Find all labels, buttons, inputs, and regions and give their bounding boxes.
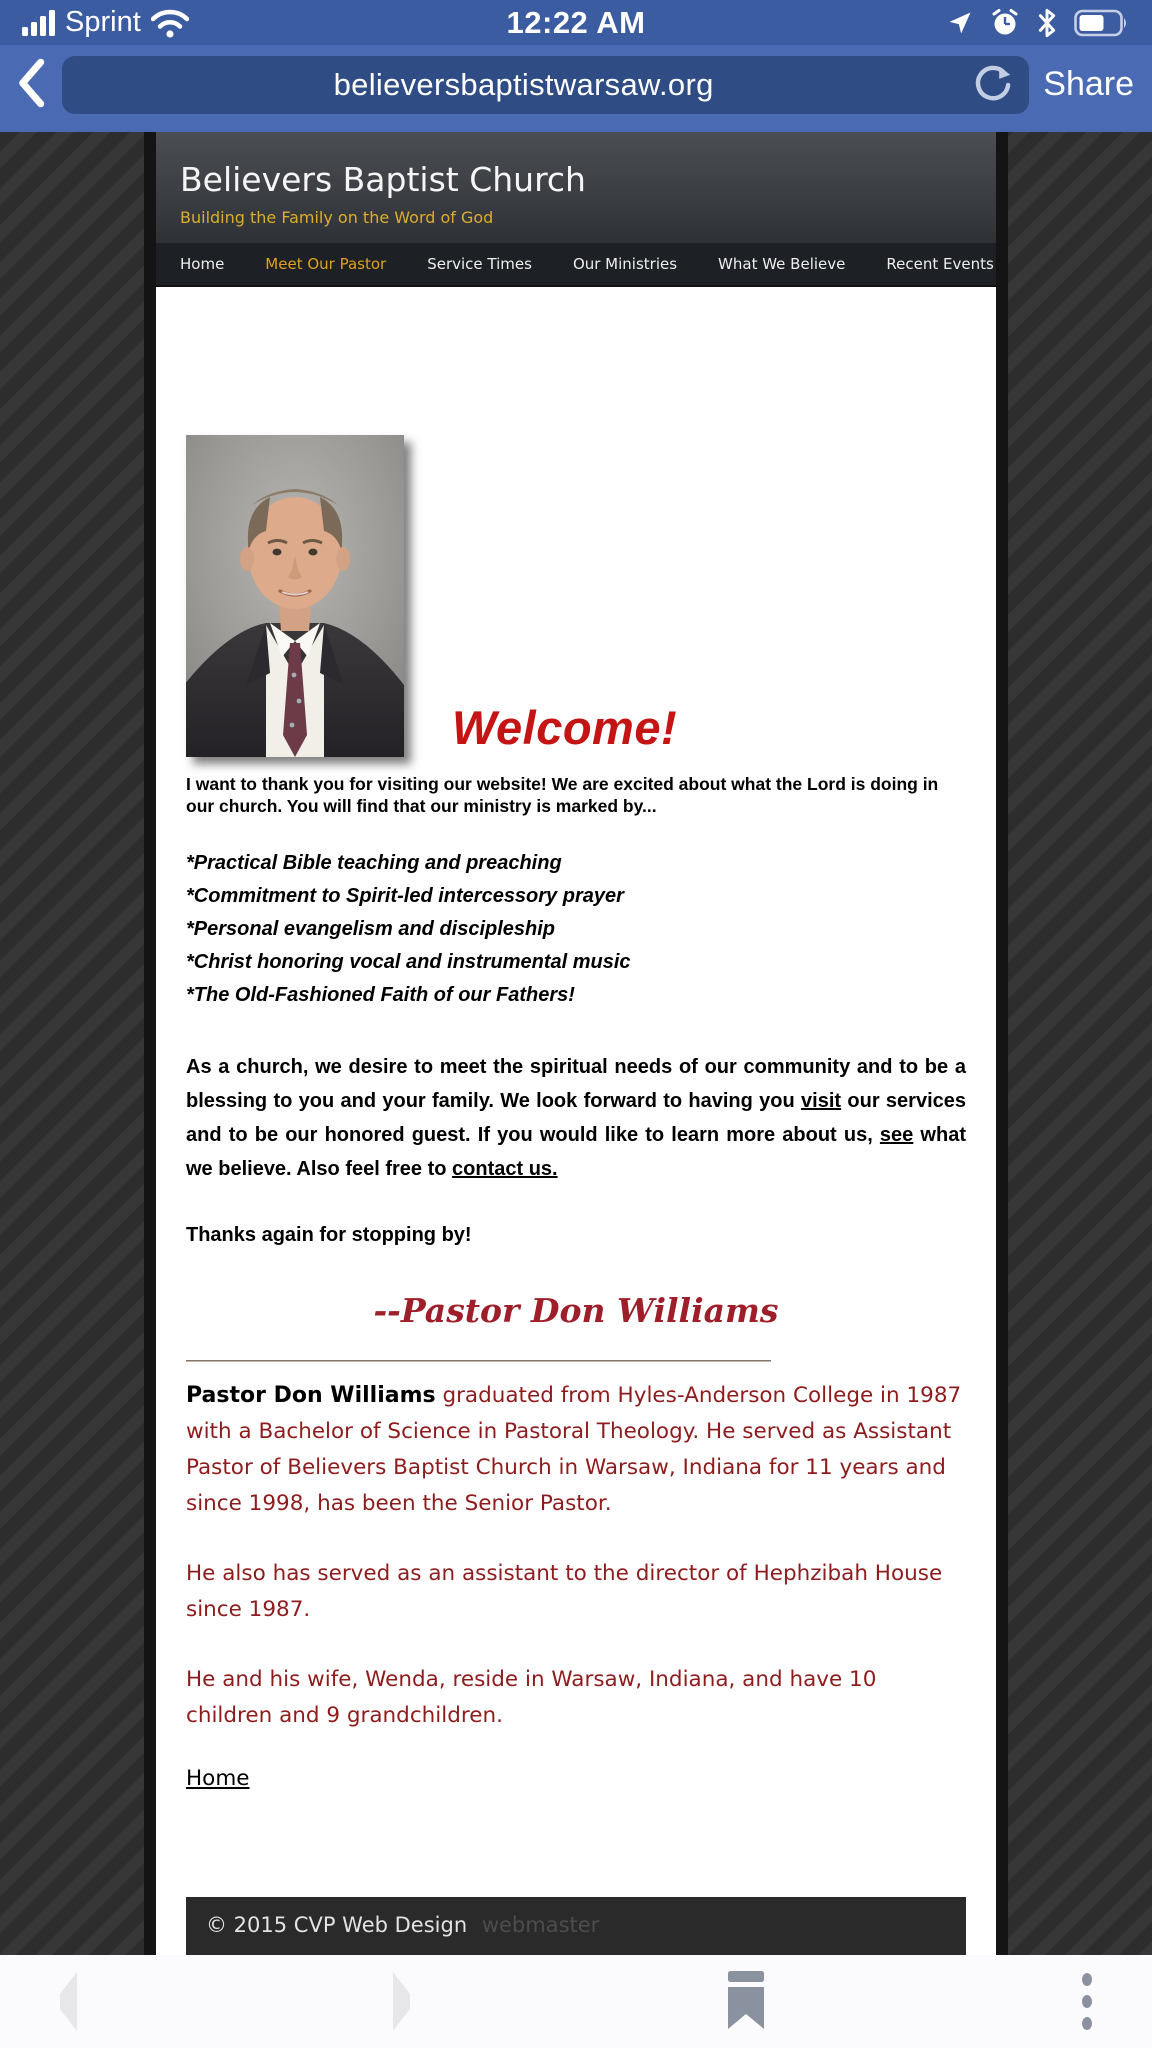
home-link-row: [186, 1766, 966, 1791]
nav-item-service-times[interactable]: Service Times: [427, 255, 532, 273]
visit-link[interactable]: visit: [801, 1090, 842, 1112]
reload-icon[interactable]: [971, 63, 1015, 107]
hero-section: [186, 435, 966, 757]
nav-item-our-ministries[interactable]: Our Ministries: [572, 255, 678, 273]
invitation-text: our services and to be our honored guest. If you would like to learn more about us,: [186, 1090, 966, 1146]
home-link[interactable]: Home: [186, 1766, 250, 1791]
status-left: [22, 6, 322, 39]
ministry-item: *Practical Bible teaching and preaching: [186, 852, 562, 874]
status-right: [830, 7, 1130, 39]
browser-chrome: [0, 45, 1152, 132]
webpage: [144, 132, 1008, 1955]
clock-label: 12:22 AM: [506, 4, 646, 40]
bottom-toolbar: [0, 1955, 1152, 2048]
status-bar: [0, 0, 1152, 45]
bookmark-icon[interactable]: [726, 1971, 766, 2032]
page-content: [156, 287, 996, 1955]
back-nav-icon[interactable]: [60, 1994, 77, 2009]
ministry-item: *Christ honoring vocal and instrumental music: [186, 951, 631, 973]
battery-icon: [1074, 9, 1130, 37]
forward-nav-icon[interactable]: [393, 1994, 410, 2009]
alarm-clock-icon: [990, 8, 1020, 38]
bio-lead: Pastor Don Williams: [186, 1383, 436, 1408]
contact-us-link[interactable]: contact us.: [452, 1158, 558, 1180]
webmaster-link[interactable]: webmaster: [481, 1913, 600, 1937]
ministry-list: [186, 847, 966, 1012]
pastor-photo: [186, 435, 404, 757]
signal-bars-icon: [22, 10, 55, 36]
invitation-text: As a church, we desire to meet the spiritual needs of our community and to be a blessing to you and your family. We look forward to having you: [186, 1056, 966, 1112]
site-footer: [186, 1897, 966, 1955]
back-chevron-icon[interactable]: [14, 58, 48, 111]
thanks-line: Thanks again for stopping by!: [186, 1224, 472, 1246]
site-tagline: Building the Family on the Word of God: [180, 208, 494, 227]
nav-item-what-we-believe[interactable]: What We Believe: [718, 255, 846, 273]
bio-text: graduated from Hyles-Anderson College in 1987 with a Bachelor of Science in Pastoral Theology. He served as Assistant Pastor of Believers Baptist Church in Warsaw, Indiana for 11 years and since 1998, has been the Senior Pastor.: [186, 1383, 962, 1516]
nav-item-meet-our-pastor[interactable]: Meet Our Pastor: [265, 255, 387, 273]
address-bar[interactable]: [62, 56, 1029, 114]
pastor-signature: --Pastor Don Williams: [373, 1291, 779, 1330]
web-viewport[interactable]: [0, 132, 1152, 1955]
intro-paragraph: I want to thank you for visiting our website! We are excited about what the Lord is doing in our church. You will find that our ministry is marked by...: [186, 774, 939, 816]
hephzibah-paragraph: He also has served as an assistant to the director of Hephzibah House since 1987.: [186, 1561, 943, 1622]
copyright-text: © 2015 CVP Web Design: [206, 1913, 468, 1937]
carrier-label: Sprint: [65, 6, 141, 38]
welcome-heading: Welcome!: [452, 701, 678, 754]
bluetooth-icon: [1036, 7, 1058, 39]
invitation-paragraph: [186, 1050, 966, 1186]
family-paragraph: He and his wife, Wenda, reside in Warsaw, Indiana, and have 10 children and 9 grandchildren.: [186, 1667, 877, 1728]
wifi-icon: [151, 8, 189, 38]
ministry-item: *Personal evangelism and discipleship: [186, 918, 556, 940]
nav-item-recent-events[interactable]: Recent Events: [886, 255, 994, 273]
share-button[interactable]: Share: [1043, 65, 1134, 103]
ministry-item: *The Old-Fashioned Faith of our Fathers!: [186, 984, 575, 1006]
site-header: [156, 132, 996, 243]
location-arrow-icon: [946, 9, 974, 37]
site-nav: [156, 243, 996, 287]
nav-item-home[interactable]: Home: [180, 255, 225, 273]
see-what-we-believe-link[interactable]: see: [879, 1124, 914, 1146]
overflow-menu-icon[interactable]: [1082, 1973, 1092, 2030]
divider-rule: [186, 1360, 771, 1362]
site-title: Believers Baptist Church: [180, 160, 586, 199]
invitation-text: what we believe. Also feel free to: [186, 1124, 966, 1180]
ministry-item: *Commitment to Spirit-led intercessory prayer: [186, 885, 624, 907]
bio-paragraph: [186, 1378, 966, 1522]
url-text[interactable]: believersbaptistwarsaw.org: [333, 66, 714, 102]
